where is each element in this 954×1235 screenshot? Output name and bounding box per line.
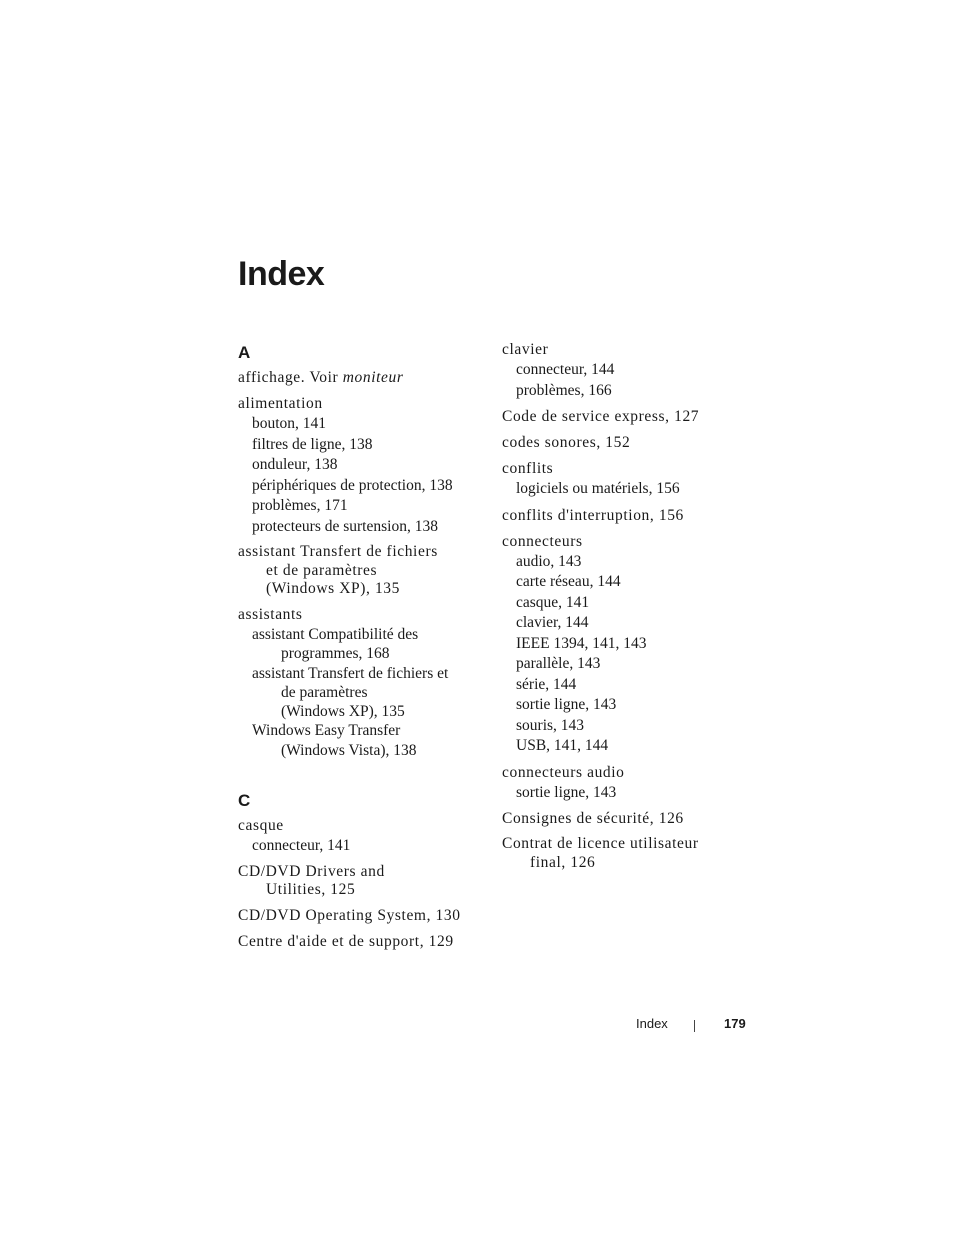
subentry-continuation: (Windows XP), 135 [281,702,405,720]
index-entry [502,763,752,804]
entry-heading: clavier [502,341,549,358]
index-column-right [502,340,752,878]
subentry: connecteur, 144 [516,361,615,378]
subentry: onduleur, 138 [252,456,338,473]
subentry: clavier, 144 [516,614,589,631]
page-footer [0,1014,954,1034]
subentry: audio, 143 [516,552,582,570]
entry-heading: affichage. Voir moniteur [238,369,404,386]
subentry: logiciels ou matériels, 156 [516,480,680,497]
subentry: IEEE 1394, 141, 143 [516,634,647,652]
footer-separator [694,1020,695,1032]
section-letter-a: A [238,343,251,362]
index-entry [502,340,752,401]
index-entry [502,835,752,872]
subentry: problèmes, 166 [516,381,612,399]
index-entry [238,368,488,388]
entry-heading: alimentation [238,395,323,412]
index-entry [238,863,488,900]
subentry-continuation: (Windows Vista), 138 [281,741,417,759]
entry-heading: CD/DVD Operating System, 130 [238,906,461,924]
entry-continuation: et de paramètres [266,561,378,579]
entry-heading: connecteurs [502,532,583,550]
page-number: 179 [724,1016,746,1031]
entry-heading: assistants [238,605,303,623]
entry-heading: casque [238,817,284,834]
entry-heading: conflits [502,460,554,477]
entry-heading: CD/DVD Drivers and [238,862,385,880]
subentry: connecteur, 141 [252,837,351,854]
subentry: protecteurs de surtension, 138 [252,517,438,535]
subentry: carte réseau, 144 [516,573,621,590]
index-entry [238,605,488,761]
subentry: bouton, 141 [252,415,327,432]
section-letter-c: C [238,791,251,810]
index-entry [502,809,752,829]
index-entry [502,459,752,500]
entry-heading: Code de service express, 127 [502,408,700,425]
entry-continuation: final, 126 [530,853,596,871]
index-entry [238,816,488,857]
subentry: casque, 141 [516,593,590,611]
index-column-left [238,340,488,958]
subentry: périphériques de protection, 138 [252,476,453,494]
subentry: filtres de ligne, 138 [252,435,373,453]
subentry: parallèle, 143 [516,655,601,672]
subentry: Windows Easy Transfer [252,722,401,739]
entry-heading: assistant Transfert de fichiers [238,543,438,560]
index-entry [502,433,752,453]
entry-heading: codes sonores, 152 [502,434,631,451]
entry-continuation: Utilities, 125 [266,881,356,898]
index-entry [502,407,752,427]
subentry: USB, 141, 144 [516,737,609,754]
subentry: série, 144 [516,675,577,693]
entry-heading: Contrat de licence utilisateur [502,835,699,852]
subentry: problèmes, 171 [252,497,348,514]
entry-heading: Consignes de sécurité, 126 [502,810,684,827]
subentry: souris, 143 [516,716,585,734]
index-entry [238,543,488,599]
index-entry [502,506,752,526]
subentry: assistant Compatibilité des [252,625,419,643]
subentry-continuation: programmes, 168 [281,645,390,662]
page-title: Index [238,255,325,293]
index-entry [238,906,488,926]
entry-heading: Centre d'aide et de support, 129 [238,932,454,950]
entry-heading: connecteurs audio [502,763,625,781]
subentry-continuation: de paramètres [281,684,368,701]
footer-section-name: Index [636,1016,668,1031]
index-entry [502,532,752,757]
index-entry [238,394,488,537]
subentry: sortie ligne, 143 [516,783,617,801]
entry-heading: conflits d'interruption, 156 [502,506,684,524]
entry-continuation: (Windows XP), 135 [266,580,401,597]
index-entry [238,932,488,952]
subentry: assistant Transfert de fichiers et [252,664,449,682]
subentry: sortie ligne, 143 [516,696,617,713]
see-reference: moniteur [342,369,404,386]
